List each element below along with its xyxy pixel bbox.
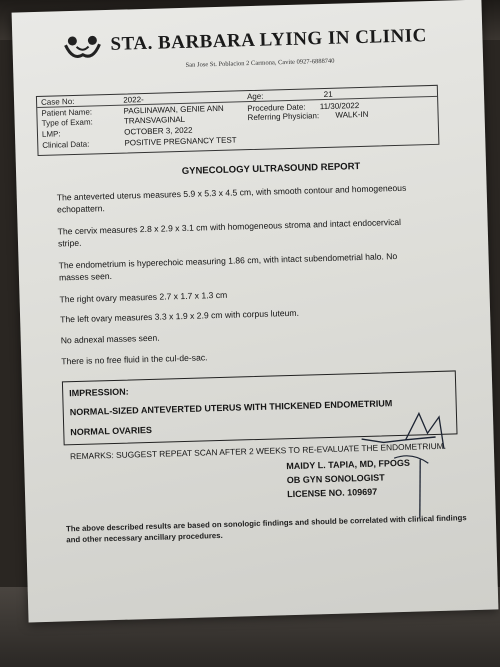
finding-fluid: There is no free fluid in the cul-de-sac. [61,352,208,367]
impression-line-2: NORMAL OVARIES [70,424,153,438]
finding-uterus-line-2: echopattern. [56,203,105,215]
clinic-logo-icon [62,32,103,61]
disclaimer-line-2: and other necessary ancillary procedures. [66,530,223,545]
type-of-exam-value: TRANSVAGINAL [123,114,186,126]
ultrasound-report-document [12,0,499,622]
age-value: 21 [323,89,333,99]
report-title: GYNECOLOGY ULTRASOUND REPORT [181,161,361,177]
signatory-license: LICENSE NO. 109697 [286,486,378,500]
signatory-name: MAIDY L. TAPIA, MD, FPOGS [286,457,411,472]
clinical-data-value: POSITIVE PREGNANCY TEST [124,135,237,148]
clinic-name: STA. BARBARA LYING IN CLINIC [110,25,428,55]
finding-uterus-line-1: The anteverted uterus measures 5.9 x 5.3 x 4.5 cm, with smooth contour and homogeneous [56,182,407,203]
disclaimer-footer [66,512,476,545]
remarks: REMARKS: SUGGEST REPEAT SCAN AFTER 2 WEEKS TO RE-EVALUATE THE ENDOMETRIUM. [69,440,447,462]
referring-physician-value: WALK-IN [335,109,369,120]
disclaimer-line-1: The above described results are based on sonologic findings and should be correlated with clinical findings [65,513,467,534]
clinic-address: San Jose St. Poblacion 2 Carmona, Cavite 0927-6888740 [185,57,335,69]
finding-adnexal: No adnexal masses seen. [60,332,160,346]
clinical-data-label: Clinical Data: [42,139,90,150]
patient-info-box [36,85,440,156]
type-of-exam-label: Type of Exam: [41,117,93,128]
finding-right-ovary: The right ovary measures 2.7 x 1.7 x 1.3 cm [59,289,228,305]
finding-left-ovary: The left ovary measures 3.3 x 1.9 x 2.9 cm with corpus luteum. [60,307,300,325]
referring-physician-label: Referring Physician: [247,111,320,123]
finding-cervix-line-1: The cervix measures 2.8 x 2.9 x 3.1 cm with homogeneous stroma and intact endocervical [57,216,402,237]
lmp-label: LMP: [41,129,61,139]
referring-physician-row [247,110,368,122]
finding-endometrium-line-2: masses seen. [58,270,113,283]
patient-name-label: Patient Name: [41,107,93,118]
procedure-date-label: Procedure Date: [247,102,306,114]
impression-line-1: NORMAL-SIZED ANTEVERTED UTERUS WITH THICKENED ENDOMETRIUM [69,398,393,418]
age-label: Age: [246,91,264,102]
finding-endometrium-line-1: The endometrium is hyperechoic measuring 1.86 cm, with intact subendometrial halo. No [58,251,398,271]
case-no-label: Case No: [40,96,75,107]
impression-label: IMPRESSION: [69,386,129,399]
finding-cervix-line-2: stripe. [57,237,82,249]
signatory-title: OB GYN SONOLOGIST [286,472,385,486]
handwritten-signature [353,398,466,521]
procedure-date-value: 11/30/2022 [319,101,360,112]
lmp-value: OCTOBER 3, 2022 [124,125,193,137]
patient-name-value: PAGLINAWAN, GENIE ANN [123,103,224,116]
case-no-value: 2022- [123,95,144,105]
